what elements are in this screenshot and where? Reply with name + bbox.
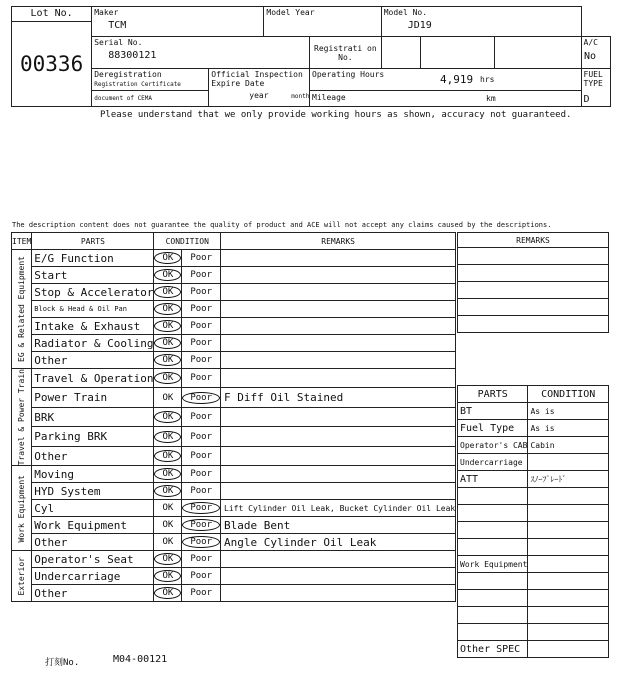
side-condition: Cabin <box>528 437 609 454</box>
disclaimer: The description content does not guarantee the quality of product and ACE will not accept any claims caused by the descriptions. <box>12 221 552 229</box>
item-header: ITEM <box>12 233 32 250</box>
item-group-cell <box>12 250 32 369</box>
side-part: Work Equipment <box>458 556 528 573</box>
table-row <box>12 388 456 407</box>
ok-cell[interactable] <box>154 335 182 352</box>
operating-hours-label: Operating Hours <box>312 70 385 79</box>
part-name: Block & Head & Oil Pan <box>32 301 154 318</box>
fuel-type-value: D <box>583 94 590 105</box>
ok-option: OK <box>154 431 181 443</box>
side-part: ATT <box>458 471 528 488</box>
side-row <box>458 403 609 420</box>
side-condition: As is <box>528 420 609 437</box>
ok-cell[interactable] <box>154 483 182 500</box>
lot-label: Lot No. <box>12 7 91 22</box>
ok-option: OK <box>154 269 181 281</box>
right-remarks-header: REMARKS <box>458 233 609 248</box>
ok-cell[interactable] <box>154 369 182 388</box>
remark-cell <box>221 568 456 585</box>
side-row <box>458 471 609 488</box>
part-name: Cyl <box>32 500 154 517</box>
part-name: E/G Function <box>32 250 154 267</box>
table-row <box>12 427 456 446</box>
ok-cell[interactable] <box>154 250 182 267</box>
poor-cell[interactable] <box>182 534 221 551</box>
item-group-cell <box>12 466 32 551</box>
side-part: BT <box>458 403 528 420</box>
poor-option: Poor <box>190 469 213 480</box>
model-no-value: JD19 <box>407 20 432 31</box>
model-no-label: Model No. <box>383 8 428 17</box>
side-row <box>458 522 609 539</box>
poor-cell[interactable] <box>182 500 221 517</box>
side-part <box>458 607 528 624</box>
side-condition: As is <box>528 403 609 420</box>
part-name: Parking BRK <box>32 427 154 446</box>
poor-option: Poor <box>190 451 213 462</box>
poor-cell[interactable] <box>182 250 221 267</box>
poor-cell[interactable] <box>182 369 221 388</box>
km-unit: km <box>486 93 496 103</box>
poor-cell[interactable] <box>182 301 221 318</box>
ok-cell[interactable] <box>154 568 182 585</box>
side-row <box>458 573 609 590</box>
poor-option: Poor <box>190 304 213 314</box>
ok-option: OK <box>162 503 174 514</box>
operating-hours-value: 4,919 <box>440 73 474 86</box>
poor-option: Poor <box>190 338 213 348</box>
item-group-label: Exterior <box>17 557 27 596</box>
item-group-label: EG & Related Equipment <box>17 256 27 362</box>
remark-cell: F Diff Oil Stained <box>221 388 456 407</box>
header-table <box>11 6 611 107</box>
remark-cell <box>221 427 456 446</box>
poor-cell[interactable] <box>182 284 221 301</box>
maker-value: TCM <box>108 20 127 31</box>
side-part: Undercarriage <box>458 454 528 471</box>
ok-option: OK <box>162 392 174 403</box>
right-remarks-row <box>458 248 609 265</box>
part-name: Stop & Accelerator <box>32 284 154 301</box>
ok-cell[interactable] <box>154 466 182 483</box>
table-row <box>12 407 456 426</box>
part-name: Operator's Seat <box>32 551 154 568</box>
table-row <box>12 500 456 517</box>
table-row <box>12 534 456 551</box>
side-part <box>458 522 528 539</box>
part-name: Work Equipment <box>32 517 154 534</box>
poor-option: Poor <box>182 392 220 404</box>
poor-cell[interactable] <box>182 585 221 602</box>
side-part <box>458 488 528 505</box>
part-name: Undercarriage <box>32 568 154 585</box>
side-spec-table <box>457 385 609 658</box>
ok-cell[interactable] <box>154 585 182 602</box>
mileage-label: Mileage <box>312 92 346 102</box>
official-inspection-label: Official Inspection Expire Date <box>211 70 303 88</box>
side-parts-header: PARTS <box>458 386 528 403</box>
poor-cell[interactable] <box>182 517 221 534</box>
side-row <box>458 590 609 607</box>
ok-cell[interactable] <box>154 267 182 284</box>
side-part: Other SPEC <box>458 641 528 658</box>
poor-option: Poor <box>190 287 213 297</box>
table-row <box>12 318 456 335</box>
side-row <box>458 488 609 505</box>
serial-value: 88300121 <box>108 50 157 61</box>
side-part <box>458 573 528 590</box>
item-group-cell <box>12 551 32 602</box>
poor-option: Poor <box>182 536 220 548</box>
side-part <box>458 539 528 556</box>
part-name: Power Train <box>32 388 154 407</box>
side-row <box>458 556 609 573</box>
maker-label: Maker <box>94 8 119 17</box>
registration-label: Registrati on No. <box>310 37 382 69</box>
table-row <box>12 585 456 602</box>
part-name: Start <box>32 267 154 284</box>
side-condition <box>528 488 609 505</box>
deregistration-label: Deregistration <box>94 70 162 79</box>
ok-option: OK <box>154 553 181 565</box>
right-remarks-row <box>458 265 609 282</box>
remark-cell <box>221 352 456 369</box>
side-condition <box>528 573 609 590</box>
item-group-cell <box>12 369 32 466</box>
ac-label: A/C <box>583 38 598 47</box>
remark-cell <box>221 466 456 483</box>
ok-option: OK <box>162 537 174 548</box>
remark-cell: Blade Bent <box>221 517 456 534</box>
table-row <box>12 446 456 466</box>
poor-cell[interactable] <box>182 318 221 335</box>
ok-option: OK <box>154 411 181 423</box>
side-part: Operator's CAB <box>458 437 528 454</box>
poor-cell[interactable] <box>182 551 221 568</box>
poor-option: Poor <box>190 588 213 599</box>
side-condition <box>528 556 609 573</box>
ok-cell[interactable] <box>154 517 182 534</box>
poor-option: Poor <box>190 571 213 582</box>
ok-cell[interactable] <box>154 427 182 446</box>
ok-option: OK <box>154 354 181 366</box>
poor-cell[interactable] <box>182 335 221 352</box>
part-name: Other <box>32 534 154 551</box>
right-remarks-row <box>458 299 609 316</box>
lot-number: 00336 <box>20 52 84 76</box>
ok-option: OK <box>154 252 181 264</box>
remark-cell: Lift Cylinder Oil Leak, Bucket Cylinder Oil Leak <box>221 500 456 517</box>
part-name: HYD System <box>32 483 154 500</box>
remark-cell <box>221 585 456 602</box>
poor-option: Poor <box>190 270 213 280</box>
side-condition <box>528 590 609 607</box>
side-condition <box>528 454 609 471</box>
inspection-table <box>11 232 456 602</box>
poor-option: Poor <box>190 412 213 423</box>
poor-option: Poor <box>190 253 213 263</box>
ok-option: OK <box>154 450 181 462</box>
part-name: Travel & Operation <box>32 369 154 388</box>
side-condition <box>528 522 609 539</box>
poor-cell[interactable] <box>182 407 221 426</box>
side-part <box>458 590 528 607</box>
remark-cell <box>221 301 456 318</box>
table-row <box>12 301 456 318</box>
item-group-label: Travel & Power Train <box>17 369 27 466</box>
ok-option: OK <box>154 372 181 384</box>
ok-cell[interactable] <box>154 534 182 551</box>
ac-value: No <box>583 51 596 62</box>
item-group-label: Work Equipment <box>17 474 27 543</box>
table-row <box>12 335 456 352</box>
condition-header: CONDITION <box>154 233 221 250</box>
poor-cell[interactable] <box>182 466 221 483</box>
ok-option: OK <box>154 303 181 315</box>
fuel-type-label: FUEL TYPE <box>583 70 603 88</box>
table-row <box>12 551 456 568</box>
poor-option: Poor <box>190 321 213 331</box>
part-name: Other <box>32 352 154 369</box>
side-condition <box>528 539 609 556</box>
ok-option: OK <box>154 320 181 332</box>
reg-cert-label: Registration Certificate <box>94 81 181 88</box>
part-name: Other <box>32 446 154 466</box>
ok-cell[interactable] <box>154 388 182 407</box>
ok-option: OK <box>162 520 174 531</box>
table-row <box>12 267 456 284</box>
ok-cell[interactable] <box>154 551 182 568</box>
poor-cell[interactable] <box>182 446 221 466</box>
remark-cell <box>221 483 456 500</box>
ok-option: OK <box>154 485 181 497</box>
remark-cell <box>221 551 456 568</box>
remark-cell <box>221 318 456 335</box>
side-part <box>458 505 528 522</box>
side-condition <box>528 624 609 641</box>
right-remarks-row <box>458 282 609 299</box>
side-row <box>458 539 609 556</box>
poor-cell[interactable] <box>182 352 221 369</box>
table-row <box>12 483 456 500</box>
side-condition <box>528 505 609 522</box>
serial-label: Serial No. <box>94 38 143 47</box>
poor-option: Poor <box>190 355 213 365</box>
table-row <box>12 369 456 388</box>
ok-cell[interactable] <box>154 407 182 426</box>
ok-cell[interactable] <box>154 301 182 318</box>
poor-option: Poor <box>190 373 213 384</box>
stamp-number-value: M04-00121 <box>113 654 168 665</box>
ok-option: OK <box>154 286 181 298</box>
side-part <box>458 624 528 641</box>
poor-option: Poor <box>182 519 220 531</box>
table-row <box>12 568 456 585</box>
remark-cell <box>221 335 456 352</box>
model-year-label: Model Year <box>264 7 381 37</box>
stamp-number-label: 打刻No. <box>45 658 80 668</box>
side-row <box>458 454 609 471</box>
side-part: Fuel Type <box>458 420 528 437</box>
side-condition <box>528 607 609 624</box>
hours-notice: Please understand that we only provide working hours as shown, accuracy not guaranteed. <box>100 110 572 120</box>
side-row <box>458 607 609 624</box>
table-row <box>12 284 456 301</box>
poor-option: Poor <box>190 431 213 442</box>
poor-cell[interactable] <box>182 388 221 407</box>
part-name: Radiator & Cooling <box>32 335 154 352</box>
side-row <box>458 505 609 522</box>
table-row <box>12 466 456 483</box>
part-name: Moving <box>32 466 154 483</box>
side-condition <box>528 641 609 658</box>
table-row <box>12 352 456 369</box>
poor-option: Poor <box>182 502 220 514</box>
ok-option: OK <box>154 570 181 582</box>
ok-cell[interactable] <box>154 284 182 301</box>
ok-option: OK <box>154 337 181 349</box>
ok-cell[interactable] <box>154 352 182 369</box>
remark-cell <box>221 250 456 267</box>
month-label: month <box>291 93 310 100</box>
ok-option: OK <box>154 468 181 480</box>
table-row <box>12 517 456 534</box>
remark-cell <box>221 407 456 426</box>
part-name: BRK <box>32 407 154 426</box>
side-row <box>458 437 609 454</box>
remark-cell <box>221 446 456 466</box>
ok-option: OK <box>154 587 181 599</box>
ok-cell[interactable] <box>154 500 182 517</box>
poor-cell[interactable] <box>182 568 221 585</box>
poor-cell[interactable] <box>182 427 221 446</box>
remark-cell <box>221 369 456 388</box>
ok-cell[interactable] <box>154 446 182 466</box>
part-name: Other <box>32 585 154 602</box>
side-row <box>458 624 609 641</box>
remarks-header: REMARKS <box>221 233 456 250</box>
side-row <box>458 420 609 437</box>
remark-cell <box>221 267 456 284</box>
side-row <box>458 641 609 658</box>
right-remarks-row <box>458 316 609 333</box>
part-name: Intake & Exhaust <box>32 318 154 335</box>
ok-cell[interactable] <box>154 318 182 335</box>
side-condition: ｽﾉｰﾌﾟﾚｰﾄﾞ <box>528 471 609 488</box>
right-remarks-table <box>457 232 609 333</box>
year-label: year <box>249 91 269 100</box>
cema-label: document of CEMA <box>92 90 209 106</box>
side-condition-header: CONDITION <box>528 386 609 403</box>
poor-cell[interactable] <box>182 483 221 500</box>
hrs-unit: hrs <box>480 75 495 84</box>
poor-cell[interactable] <box>182 267 221 284</box>
table-row <box>12 250 456 267</box>
poor-option: Poor <box>190 486 213 497</box>
poor-option: Poor <box>190 554 213 565</box>
parts-header: PARTS <box>32 233 154 250</box>
remark-cell: Angle Cylinder Oil Leak <box>221 534 456 551</box>
remark-cell <box>221 284 456 301</box>
